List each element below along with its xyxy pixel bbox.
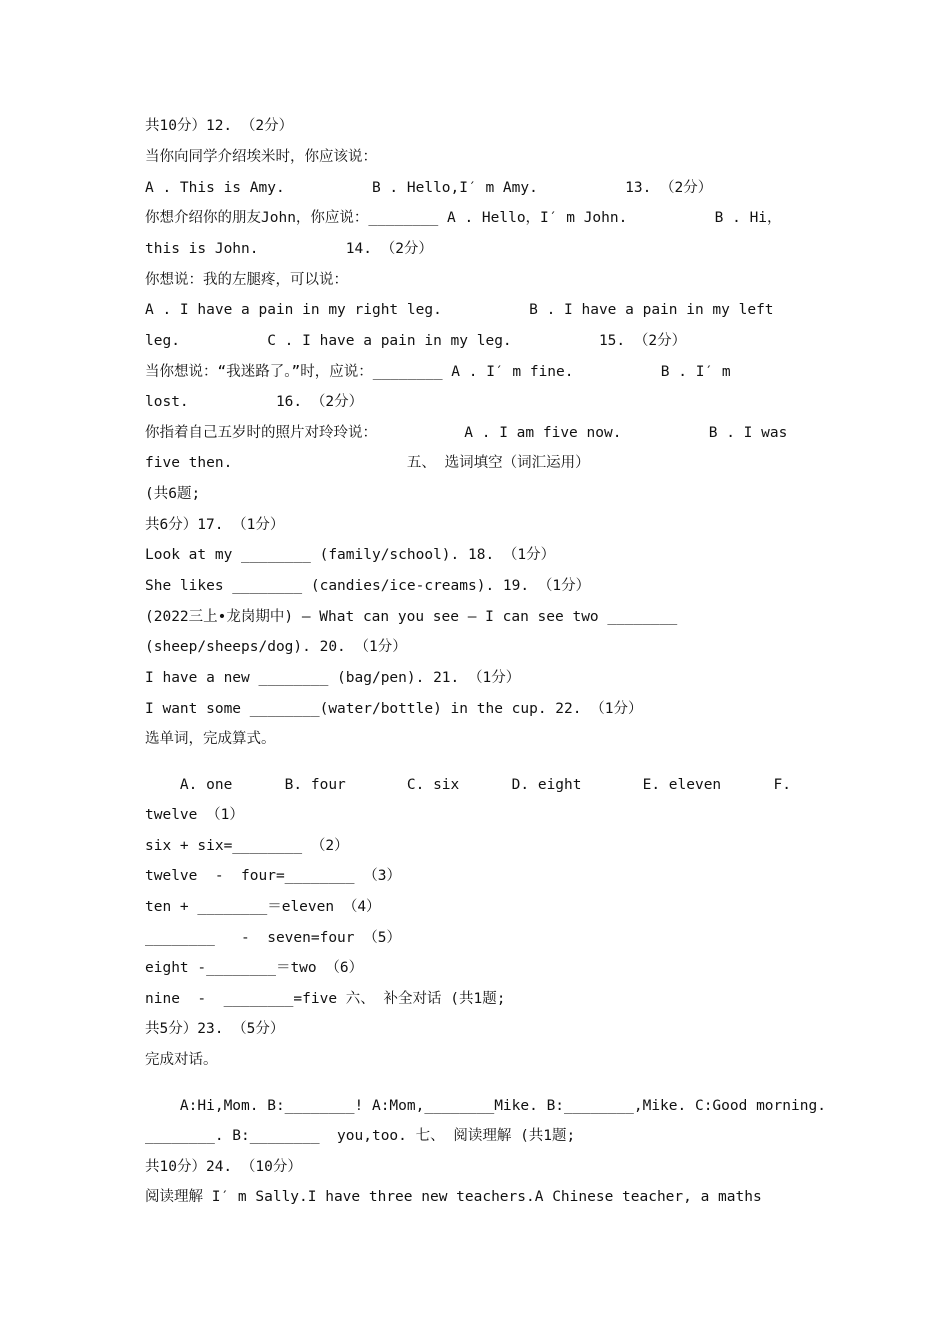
text-line: six + six=________ （2） [145, 838, 349, 854]
text-line: (2022三上•龙岗期中) — What can you see — I can see two ________ [145, 609, 678, 625]
text-line: ________. B:________ you,too. 七、 阅读理解 (共1题; [145, 1128, 576, 1144]
text-line: 你想介绍你的朋友John，你应说：________ A . Hello，I′ m John. B . Hi， [145, 210, 782, 226]
text-line: 共10分）12. （2分） [145, 118, 294, 134]
text-line: Look at my ________ (family/school). 18. （1分） [145, 547, 556, 563]
text-line: 阅读理解 I′ m Sally.I have three new teachers.A Chinese teacher, a maths [145, 1189, 762, 1205]
text-line: five then. 五、 选词填空（词汇运用） [145, 455, 590, 471]
text-line: 你想说：我的左腿疼，可以说： [145, 272, 348, 288]
text-line: 当你向同学介绍埃米时，你应该说： [145, 149, 377, 165]
text-line: ten + ________＝eleven （4） [145, 899, 381, 915]
text-line: A . I have a pain in my right leg. B . I have a pain in my left [145, 302, 774, 318]
text-line: twelve （1） [145, 807, 244, 823]
text-line: 共6分）17. （1分） [145, 517, 285, 533]
text-line: I have a new ________ (bag/pen). 21. （1分） [145, 670, 521, 686]
text-line: lost. 16. （2分） [145, 394, 364, 410]
text-line: I want some ________(water/bottle) in the cup. 22. （1分） [145, 701, 643, 717]
text-line: 完成对话。 [145, 1052, 218, 1068]
text-line: A:Hi,Mom. B:________! A:Mom,________Mike. B:________,Mike. C:Good morning. [145, 1098, 826, 1114]
text-line: 当你想说：“我迷路了。”时，应说：________ A . I′ m fine. B . I′ m [145, 364, 731, 380]
text-line: (共6题; [145, 486, 201, 502]
text-line: (sheep/sheeps/dog). 20. （1分） [145, 639, 407, 655]
text-line: 共10分）24. （10分） [145, 1159, 302, 1175]
text-line: 选单词，完成算式。 [145, 731, 276, 747]
text-line: 你指着自己五岁时的照片对玲玲说： A . I am five now. B . I was [145, 425, 788, 441]
text-line: ________ - seven=four （5） [145, 930, 401, 946]
text-line: this is John. 14. （2分） [145, 241, 433, 257]
text-line: nine - ________=five 六、 补全对话 (共1题; [145, 991, 506, 1007]
text-line: twelve - four=________ （3） [145, 868, 401, 884]
text-line: She likes ________ (candies/ice-creams). 19. （1分） [145, 578, 591, 594]
text-line: A . This is Amy. B . Hello,I′ m Amy. 13. （2分） [145, 180, 713, 196]
text-line: eight -________＝two （6） [145, 960, 364, 976]
text-line: leg. C . I have a pain in my leg. 15. （2分） [145, 333, 687, 349]
text-line: A. one B. four C. six D. eight E. eleven F. [145, 777, 792, 793]
text-line: 共5分）23. （5分） [145, 1021, 285, 1037]
